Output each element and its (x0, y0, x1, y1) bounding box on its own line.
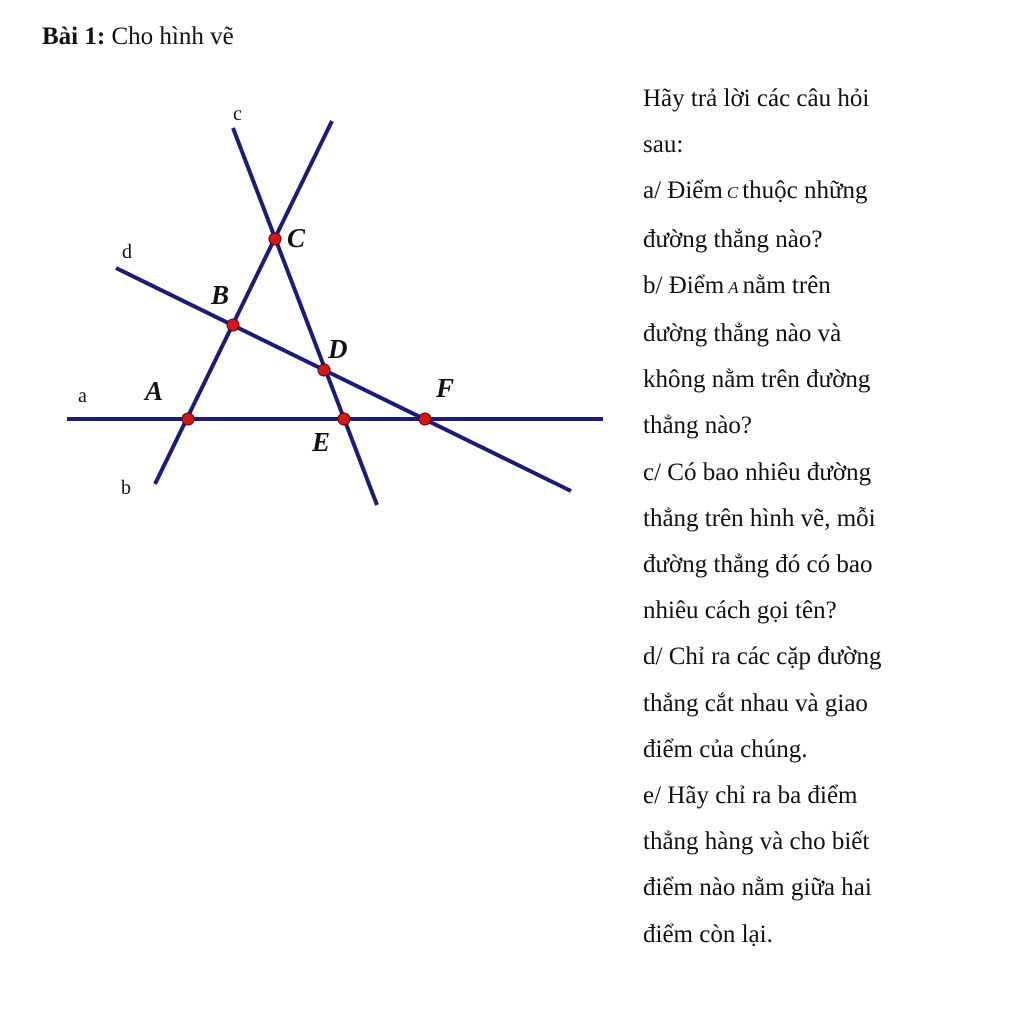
label-point-D: D (328, 334, 348, 364)
exercise-number: Bài 1: (42, 23, 106, 50)
question-d-line-1: d/ Chỉ ra các cặp đường (643, 643, 882, 671)
question-c-line-2: thẳng trên hình vẽ, mỗi (643, 504, 876, 532)
question-list (643, 76, 1013, 958)
question-e-line-1: e/ Hãy chỉ ra ba điểm (643, 782, 858, 810)
point-F (419, 413, 431, 425)
exercise-instruction: Cho hình vẽ (105, 23, 234, 50)
intro-line-2: sau: (643, 131, 684, 159)
label-point-F: F (436, 373, 455, 403)
label-line-a: a (78, 385, 87, 407)
geometry-figure (0, 80, 620, 520)
question-e-line-2: thẳng hàng và cho biết (643, 828, 870, 856)
question-b-line-4: thẳng nào? (643, 412, 752, 440)
label-point-E: E (312, 427, 331, 457)
question-c-line-3: đường thẳng đó có bao (643, 551, 873, 579)
question-a-variable: C (726, 183, 739, 203)
label-point-C: C (287, 223, 306, 253)
point-A (182, 413, 194, 425)
label-line-b: b (121, 477, 131, 499)
line-c (233, 128, 377, 505)
question-a-line-1 (643, 168, 1013, 216)
point-B (227, 319, 239, 331)
question-a-line-2: đường thẳng nào? (643, 225, 823, 253)
question-a-suffix: thuộc những (742, 177, 868, 205)
question-b-prefix: b/ Điểm (643, 271, 725, 299)
question-c-line-4: nhiêu cách gọi tên? (643, 597, 837, 625)
question-a-prefix: a/ Điểm (643, 177, 723, 205)
question-c-line-1: c/ Có bao nhiêu đường (643, 458, 872, 486)
label-point-A: A (145, 376, 164, 406)
question-b-line-2: đường thẳng nào và (643, 320, 842, 348)
question-d-line-2: thẳng cắt nhau và giao (643, 689, 868, 717)
question-d-line-3: điểm của chúng. (643, 735, 808, 763)
intro-line-1: Hãy trả lời các câu hỏi (643, 85, 870, 112)
question-b-line-1 (643, 263, 1013, 311)
question-b-variable: A (728, 277, 739, 297)
question-b-suffix: nằm trên (742, 271, 831, 299)
line-d (116, 268, 571, 491)
exercise-title (42, 20, 234, 54)
question-e-line-3: điểm nào nằm giữa hai (643, 874, 872, 902)
question-b-line-3: không nằm trên đường (643, 366, 871, 394)
point-C (269, 233, 281, 245)
label-point-B: B (211, 280, 230, 310)
point-D (318, 364, 330, 376)
question-e-line-4: điểm còn lại. (643, 920, 773, 948)
label-line-c: c (233, 103, 242, 125)
label-line-d: d (122, 241, 132, 263)
point-E (338, 413, 350, 425)
line-b (155, 121, 332, 484)
